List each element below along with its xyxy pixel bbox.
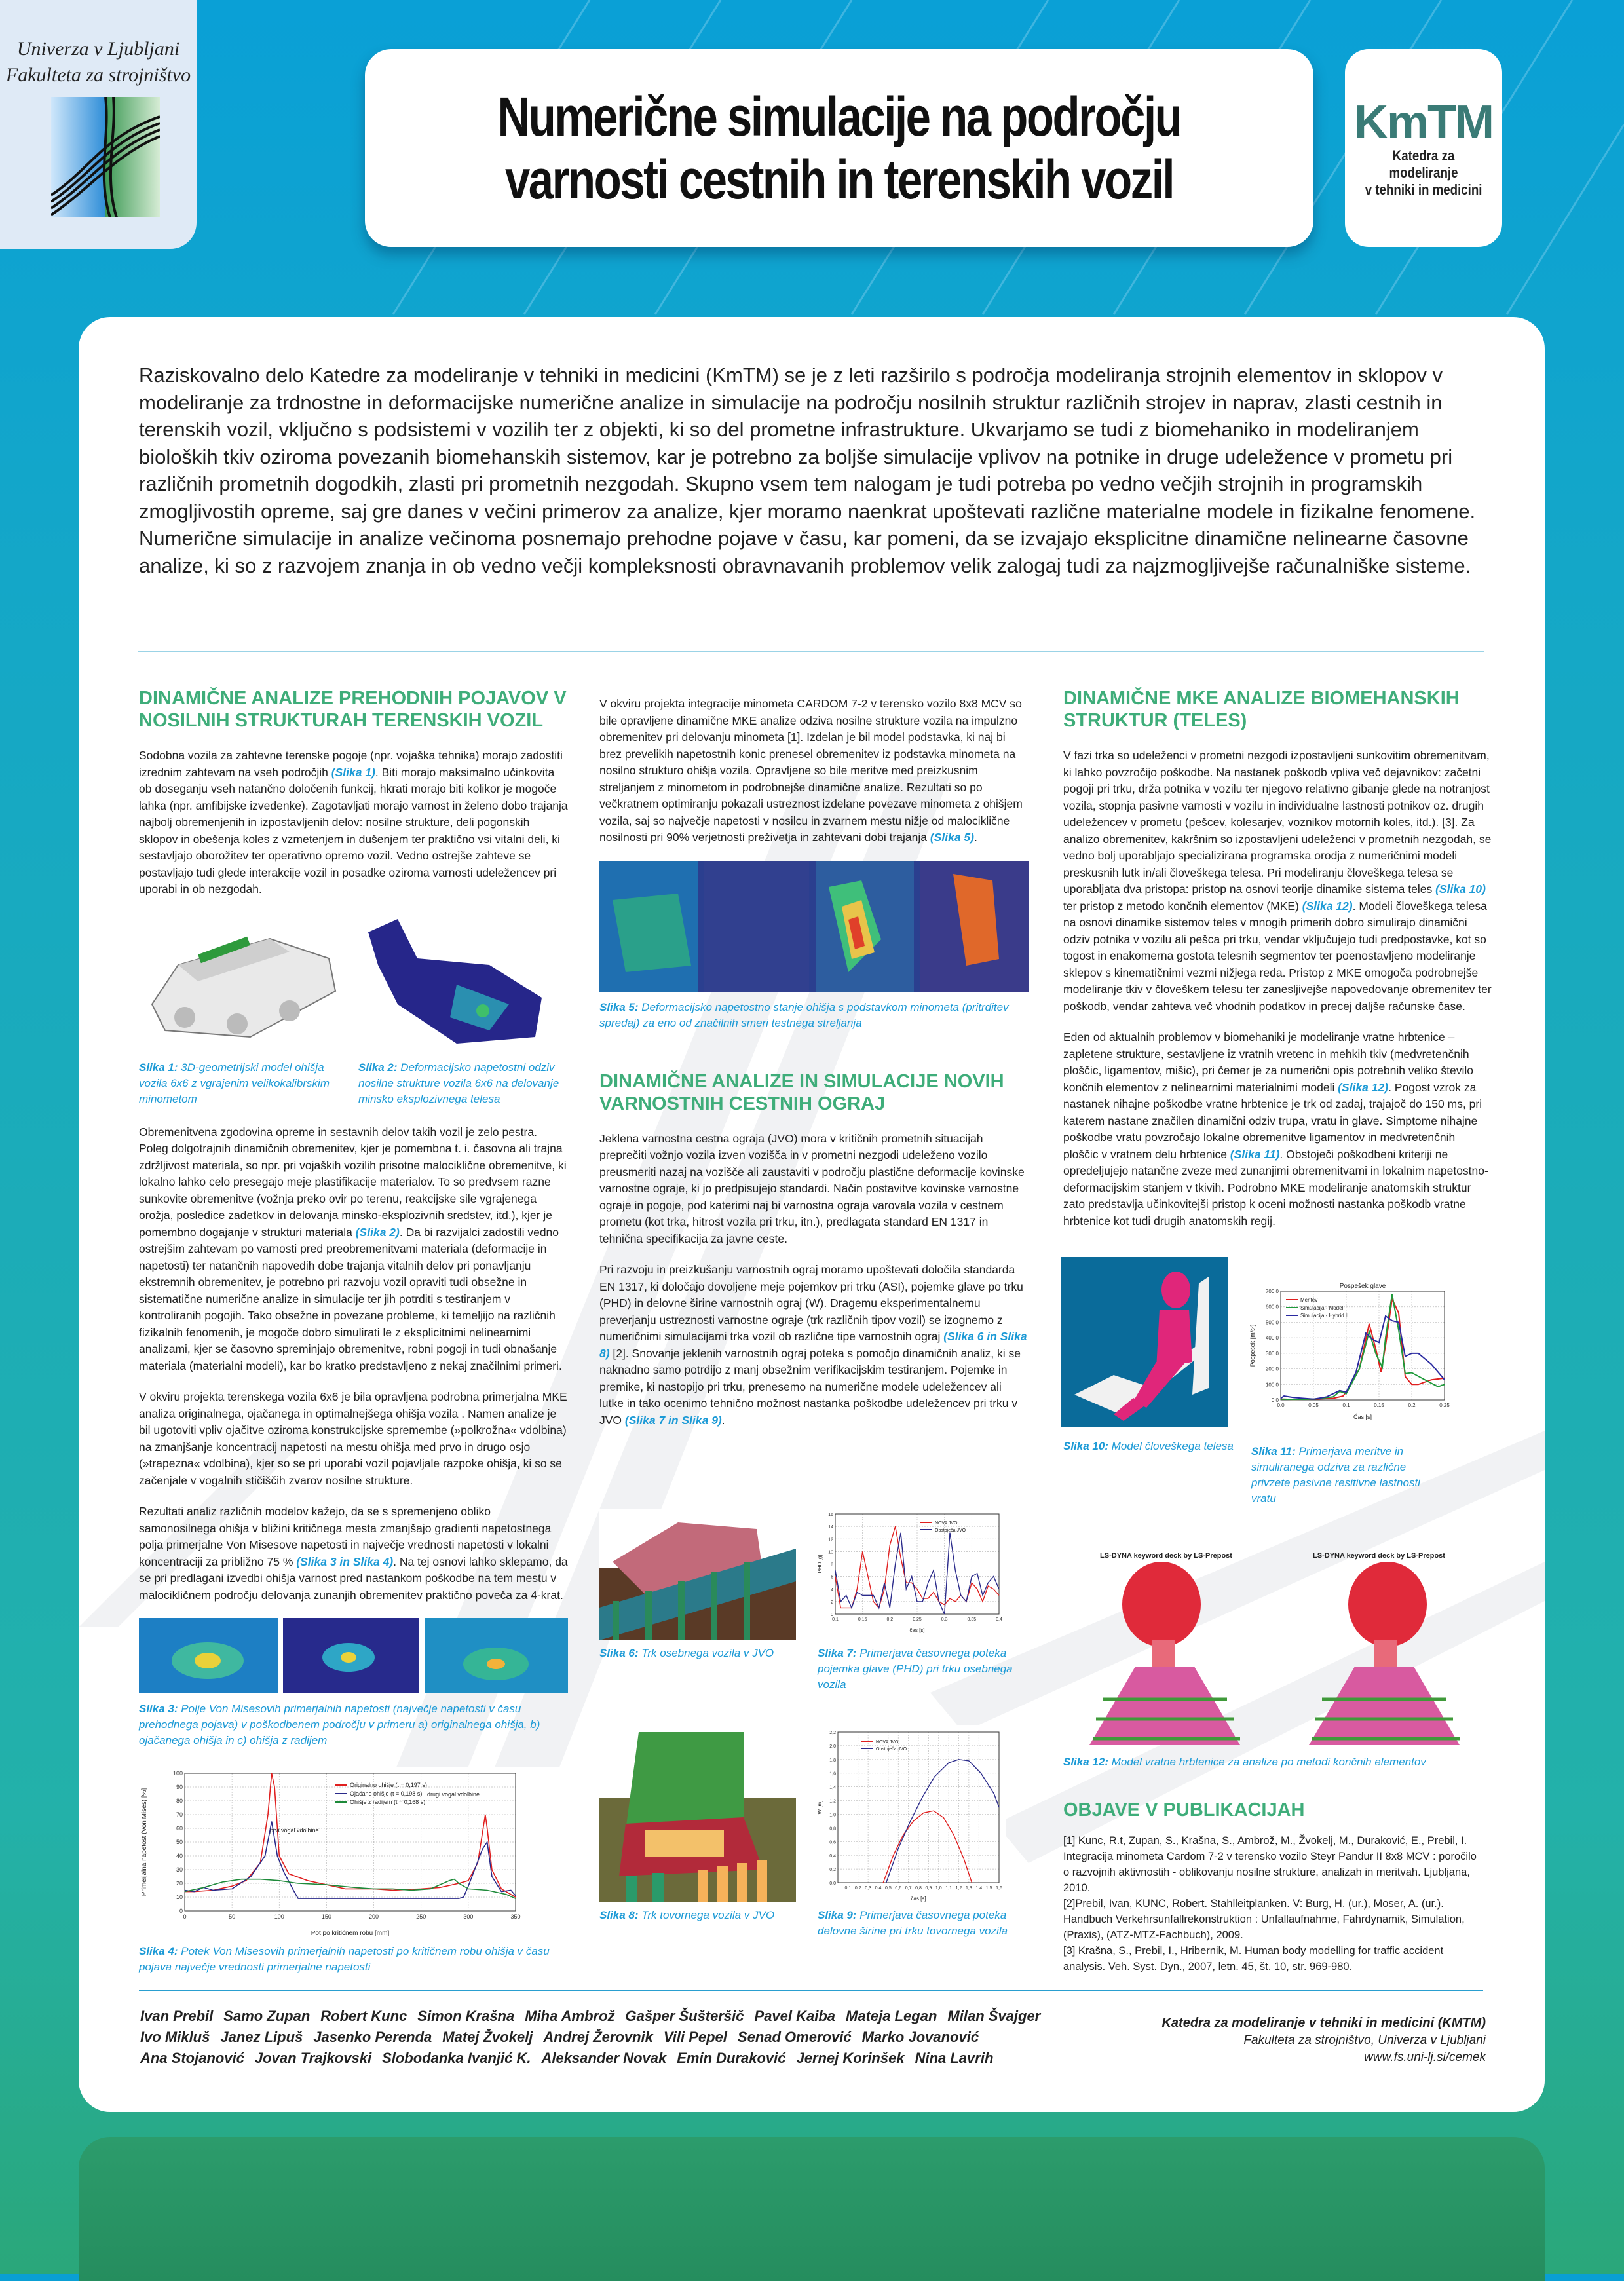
- author-name: Aleksander Novak: [541, 2050, 667, 2066]
- university-name: [0, 36, 197, 88]
- x-tick-label: 0,2: [854, 1886, 861, 1891]
- text: V fazi trka so udeleženci v prometni nezgodi izpostavljeni sunkovitim obremenitvam, ki lahko povzročijo poškodbe. Na nastanek poškodb vpliva več dejavnikov: začetni pogoji pri trku, drža potnika v vozilu ter njegovo relativno gibanje glede na notranjost vozila, stopnja pasivne varnosti v vozilu in individualne lastnosti potnikov oz. drugih udeležencev v prometu (pešcev, kolesarjev, voznikov motornih koles, itd.). [3]. Za analizo obremenitev, kakršnim so izpostavljeni udeleženci v prometnih nezgodah, se vedno bolj uporabljajo specializirana programska orodja z numeričnimi modeli preskusnih lutk in/ali človeškega telesa. Pri modeliranju človeškega telesa se uporabljata dva pristopa: pristop na osnovi teorije dinamike sistema teles: [1063, 749, 1492, 895]
- y-tick-label: 2,2: [829, 1731, 836, 1735]
- author-name: Simon Krašna: [417, 2008, 515, 2024]
- figure-reference-link[interactable]: (Slika 10): [1435, 882, 1486, 895]
- fig12-right-label: LS-DYNA keyword deck by LS-Prepost: [1313, 1552, 1445, 1560]
- y-tick-label: 100.0: [1265, 1382, 1279, 1388]
- x-axis-label: čas [s]: [911, 1896, 926, 1902]
- author-name: Jovan Trajkovski: [254, 2050, 372, 2066]
- figure-9-working-width-chart: [816, 1725, 1006, 1902]
- text: . Na tej osnovi lahko sklepamo, da se pri predlagani izvedbi ohišja varnost pred nastankom poškodbe na tem mestu v malocikličnem področju delovanja zunanjih obremenitev praktično poveča za 4-krat.: [139, 1555, 568, 1602]
- y-axis-label: W [m]: [817, 1800, 823, 1815]
- author-name: Ana Stojanović: [140, 2050, 244, 2066]
- col2-paragraph-3: [599, 1262, 1029, 1429]
- footer-website-link[interactable]: www.fs.uni-lj.si/cemek: [1364, 2050, 1486, 2064]
- figure-reference-link[interactable]: (Slika 1): [331, 765, 375, 779]
- title-panel: [365, 49, 1313, 247]
- caption-label: Slika 11:: [1251, 1445, 1296, 1458]
- text: V okviru projekta integracije minometa CARDOM 7-2 v terensko vozilo 8x8 MCV so bile opravljene dinamične MKE analize odziva nosilne strukture vozila na impulzno obremenitev pri delovanju minometa [1]. Izdelan je bil model podstavka, ki naj bi brez prevelikih napetostnih konic prenesel obremenitev iz podstavka minometa na nosilno strukturo ohišja vozila. Opravljene so bile meritve med preizkusnim streljanjem z minometom in podrobnejše dinamične analize. Rezultati so po večkratnem optimiranju pokazali ustreznost izdelane povezave minometa z ohišjem vozila, saj so največje napetosti v nosilcu in zvarnem mestu nižje od malociklične nosilnosti pri 90% verjetnosti preživetja in zahtevani dobi trajanja: [599, 697, 1023, 844]
- y-tick-label: 70: [176, 1811, 183, 1818]
- text: [2]. Snovanje jeklenih varnostnih ograj poteka s pomočjo dinamičnih analiz, ki se naknadno samo potrdijo z manj obsežnim verifikacijskim testiranjem. Pojemke in premike, ki nastopijo pri trku, prenesemo na numerične modele udeležencev ali lutke in tako ocenimo tehnično možnost nastanka poškodbe udeležencev pri trku v JVO: [599, 1346, 1021, 1427]
- x-axis-label: čas [s]: [909, 1627, 925, 1633]
- y-axis-label: Pospešek [m/s²]: [1249, 1324, 1256, 1367]
- author-name: Gašper Šušteršič: [625, 2008, 744, 2024]
- text: . Biti morajo maksimalno učinkovita ob doseganju vseh natančno določenih funkcij, hkrati morajo biti kolikor je mogoče lahka (npr. amfibijske izvedenke). Zagotavljati morajo varnost in želeno dobo trajanja najbolj obremenjenih in izpostavljenih delov: nosilne strukture, deli pogonskih sklopov in obešenja koles z vzmetenjem in dušenjem ter praktično vsi vitalni deli, ki sestavljajo oborožitev ter operativno opremo vozil. Vedno ostrejše zahteve se postavljajo tudi glede interakcije vozil in posadke oziroma varnosti udeležencev pri uporabi in ob nezgodah.: [139, 765, 568, 895]
- y-tick-label: 600.0: [1265, 1304, 1279, 1310]
- author-name: Ivan Prebil: [140, 2008, 214, 2024]
- figure-5-caption: [599, 1000, 1029, 1031]
- caption-label: Slika 6:: [599, 1647, 639, 1659]
- x-tick-label: 1,0: [935, 1886, 942, 1891]
- intro-divider: [138, 651, 1484, 652]
- x-tick-label: 0: [183, 1913, 187, 1920]
- y-tick-label: 6: [831, 1575, 833, 1580]
- y-tick-label: 0,4: [829, 1854, 836, 1859]
- x-tick-label: 0.05: [1308, 1403, 1319, 1408]
- y-tick-label: 1,0: [829, 1813, 836, 1818]
- author-name: Jernej Korinšek: [796, 2050, 905, 2066]
- section-heading-guardrails: DINAMIČNE ANALIZE IN SIMULACIJE NOVIH VARNOSTNIH CESTNIH OGRAJ: [599, 1070, 1004, 1114]
- column-3: [1063, 687, 1492, 1244]
- author-name: Ivo Mikluš: [140, 2029, 210, 2045]
- col1-paragraph-3: V okviru projekta terenskega vozila 6x6 je bila opravljena podrobna primerjalna MKE analiza originalnega, ojačanega in optimalnejšega ohišja vozila . Namen analize je bil ugotoviti vpliv ojačitve oziroma konstrukcijske spremembe (»polkrožna« vdolbina) na zmanjšanje koncentracij napetosti na mestu ohišja med prvo in drugo osjo (»trapezna« vdolbina), kjer so se pri uporabi vozil pojavljale razpoke ohišja, ki so se začenjale v vogalnih stičiščih zvarov nosilne strukture.: [139, 1390, 567, 1487]
- intro-paragraph: Raziskovalno delo Katedre za modeliranje v tehniki in medicini (KmTM) se je z leti razširilo s področja modeliranja strojnih elementov in sklopov v modeliranje za trdnostne in deformacijske numerične analize in simulacije na področju nosilnih struktur različnih strojev in naprav, zlasti cestnih in terenskih vozil, vključno s podsistemi v vozilih ter z objekti, ki so del prometne infrastrukture. Ukvarjamo se tudi z biomehaniko in modeliranjem bioloških tkiv oziroma povezanih biomehanskih sistemov, kar je potrebno za boljše simulacije vplivov na potnike in druge udeležence v prometu pri različnih prometnih dogodkih, zlasti pri prometnih nezgodah. Skupno vsem tem nalogam je tudi potreba po vedno večjih strojnih in programskih zmogljivostih opreme, saj gre danes v večini primerov za analize, kjer moramo naenkrat upoštevati različne materialne modele in fizikalne fenomene. Numerične simulacije in analize večinoma posnemajo prehodne pojave v času, kar pomeni, da se izvajajo eksplicitne dinamične nelinearne časovne analize, ki so z razvojem znanja in ob vedno večji kompleksnosti obravnavanih problemov velik zalogaj tudi za najzmogljivejše računalniške sisteme.: [139, 364, 1476, 577]
- author-name: Mateja Legan: [846, 2008, 937, 2024]
- y-tick-label: 16: [828, 1513, 833, 1517]
- authors-row: [140, 2006, 1123, 2027]
- y-tick-label: 1,8: [829, 1758, 836, 1763]
- author-name: Robert Kunc: [320, 2008, 407, 2024]
- figure-1-vehicle-model-image: [139, 919, 342, 1044]
- figure-10-human-body-model-image: [1061, 1257, 1228, 1427]
- y-tick-label: 400.0: [1265, 1335, 1279, 1342]
- author-name: Jasenko Perenda: [313, 2029, 432, 2045]
- caption-text: Model vratne hrbtenice za analize po metodi končnih elementov: [1108, 1756, 1426, 1768]
- caption-text: Deformacijsko napetostni odziv nosilne strukture vozila 6x6 na delovanje minsko eksplozivnega telesa: [358, 1061, 559, 1105]
- figure-1-caption: [139, 1060, 342, 1107]
- caption-text: Primerjava časovnega poteka pojemka glave (PHD) pri trku osebnega vozila: [818, 1647, 1013, 1691]
- x-tick-label: 1,1: [945, 1886, 952, 1891]
- y-tick-label: 30: [176, 1866, 183, 1873]
- caption-text: 3D-geometrijski model ohišja vozila 6x6 z vgrajenim velikokalibrskim minometom: [139, 1061, 330, 1105]
- caption-text: Polje Von Misesovih primerjalnih napetosti (največje napetosti v času prehodnega pojava) v poškodbenem področju v primeru a) originalnega ohišja, b) ojačanega ohišja in c) ohišja z radijem: [139, 1703, 540, 1746]
- y-tick-label: 0,8: [829, 1826, 836, 1832]
- author-name: Samo Zupan: [223, 2008, 311, 2024]
- chart-annotation: drugi vogal vdolbine: [427, 1791, 480, 1798]
- figure-6-caption: [599, 1646, 796, 1661]
- y-tick-label: 1,6: [829, 1771, 836, 1777]
- figure-8-caption: [599, 1908, 796, 1923]
- y-tick-label: 0,2: [829, 1868, 836, 1873]
- authors-row: [140, 2027, 1123, 2048]
- col1-paragraph-2: [139, 1124, 568, 1375]
- figure-reference-link[interactable]: (Slika 3 in Slika 4): [296, 1555, 394, 1568]
- caption-label: Slika 9:: [818, 1909, 857, 1921]
- y-tick-label: 2,0: [829, 1744, 836, 1749]
- author-name: Emin Duraković: [677, 2050, 786, 2066]
- figure-5-mortar-mount-stress-image: [599, 861, 1029, 992]
- text: . Modeli človeškega telesa na osnovi dinamike sistemov teles v mnogih primerih dobro simulirajo dinamični odziv potnika v vozilu ali pešca pri trku, vendar vključujejo tudi predpostavke, kot so togost in enakomerna gostota telesnih segmentov ter poenostavljeno modeliranje sklepov s kinematičnimi vezmi nižjega reda. Pristop z MKE omogoča podrobnejše modeliranje tkiv v človeškem telesu ter zanesljivejše napovedovanje obremenitev ter poškodb, vendar zahteva več vhodnih podatkov in precej daljše računske čase.: [1063, 899, 1492, 1013]
- x-tick-label: 1,5: [985, 1886, 992, 1891]
- y-tick-label: 12: [828, 1537, 833, 1543]
- text: Sodobna vozila za zahtevne terenske pogoje (npr. vojaška tehnika) morajo zadostiti izrednim zahtevam na vseh področjih: [139, 749, 563, 779]
- author-name: Janez Lipuš: [220, 2029, 303, 2045]
- caption-label: Slika 1:: [139, 1061, 178, 1074]
- text: . Da bi razvijalci zadostili vedno ostrejšim zahtevam po varnosti pred preobremenitvami materiala (deformacije in napetosti) ter natančnih napovedih dobe trajanja vitalnih delov pri ponavljanju ekstremnih obremenitev, je potrebno pri razvoju vozil opraviti tudi obsežne in sistematične numerične analize in simulacije ter jih potrditi s testiranjem v kontroliranih pogojih. Tako obsežne in povezane probleme, ki temeljijo na različnih fizikalnih fenomenih, je mogoče dobro simulirati le z eksplicitnimi nelinearnimi analizami, kjer se časovno spreminjajo obremenitve, robni pogoji in tudi obnašanje materiala (materialni modeli), kar bo kratko predstavljeno z nekaj značilnimi primeri.: [139, 1225, 562, 1372]
- author-name: Marko Jovanović: [861, 2029, 979, 2045]
- col3-paragraph-2: [1063, 1029, 1492, 1230]
- text: Obremenitvena zgodovina opreme in sestavnih delov takih vozil je zelo pestra. Poleg dolgotrajnih dinamičnih obremenitev, kjer je pomembna t. i. časovna ali trajna zdržljivost materiala, so npr. pri vojaških vozilih prisotne malociklične obremenitve, ki lokalno lahko celo presegajo meje plastifikacije materialov. To so predvsem razne sunkovite obremenitve (vožnja preko ovir po terenu, reakcijske sile vgrajenega orožja, posledice zadetkov in delovanja minsko-eksplozivnih sredstev, itd.), kjer je pomembno dogajanje v strukturi materiala: [139, 1125, 567, 1239]
- publication-item: [2]Prebil, Ivan, KUNC, Robert. Stahlleitplanken. V: Burg, H. (ur.), Moser, A. (ur.). Handbuch Verkehrsunfallrekonstruktion : Unfallaufnahme, Fahrdynamik, Simulation, (Praxis), (ATZ-MTZ-Fachbuch), 2009.: [1063, 1898, 1465, 1941]
- caption-label: Slika 3:: [139, 1703, 178, 1715]
- y-tick-label: 4: [831, 1587, 833, 1593]
- authors-row: [140, 2048, 1123, 2069]
- legend-label: Ojačano ohišje (t = 0,198 s): [350, 1790, 423, 1797]
- chart-annotation: prvi vogal vdolbine: [270, 1827, 319, 1834]
- y-tick-label: 80: [176, 1798, 183, 1804]
- x-tick-label: 0.2: [886, 1617, 894, 1622]
- text: Eden od aktualnih problemov v biomehaniki je modeliranje vratne hrbtenice – zapletene strukture, sestavljene iz vratnih vretenc in mehkih tkiv (medvretenčnih ploščic, ligamentov, mišic), pri čemer je za numerični opis potrebnih veliko število končnih elementov z nelinearnimi materialnimi modeli: [1063, 1030, 1474, 1094]
- x-tick-label: 1,3: [966, 1886, 972, 1891]
- column-2: [599, 696, 1029, 1443]
- caption-text: Potek Von Misesovih primerjalnih napetosti po kritičnem robu ohišja v času pojava največje vrednosti primerjalne napetosti: [139, 1945, 550, 1973]
- publications-list: [1063, 1833, 1482, 1974]
- y-tick-label: 0.0: [1271, 1397, 1279, 1403]
- figure-7-phd-chart: [816, 1506, 1006, 1634]
- figure-reference-link[interactable]: (Slika 2): [355, 1225, 400, 1239]
- chart-title: Pospešek glave: [1339, 1283, 1386, 1290]
- kmtm-subtitle-line1: Katedra za modeliranje: [1389, 147, 1458, 181]
- x-tick-label: 0.3: [941, 1617, 948, 1622]
- figure-6-car-crash-image: [599, 1509, 796, 1640]
- author-name: Pavel Kaiba: [754, 2008, 836, 2024]
- university-panel: [0, 0, 197, 249]
- author-name: Nina Lavrih: [915, 2050, 994, 2066]
- x-tick-label: 0,8: [915, 1886, 922, 1891]
- y-tick-label: 0,6: [829, 1840, 836, 1845]
- author-name: Vili Pepel: [663, 2029, 727, 2045]
- figure-reference-link[interactable]: (Slika 11): [1230, 1147, 1280, 1161]
- fig12-left-label: LS-DYNA keyword deck by LS-Prepost: [1100, 1552, 1232, 1560]
- x-tick-label: 1,4: [975, 1886, 983, 1891]
- chart-background: [816, 1506, 1006, 1634]
- y-tick-label: 8: [831, 1562, 833, 1568]
- legend-label: Obstoječa JVO: [935, 1528, 966, 1533]
- x-tick-label: 0,5: [885, 1886, 892, 1891]
- y-tick-label: 300.0: [1265, 1350, 1279, 1357]
- figure-10-caption: [1063, 1439, 1240, 1454]
- y-tick-label: 14: [828, 1525, 833, 1530]
- legend-label: Simulacija - Model: [1300, 1305, 1344, 1311]
- section-heading-transient: DINAMIČNE ANALIZE PREHODNIH POJAVOV V NOSILNIH STRUKTURAH TERENSKIH VOZIL: [139, 688, 567, 731]
- text: ter pristop z metodo končnih elementov (MKE): [1063, 899, 1302, 913]
- figure-7-caption: [818, 1646, 1014, 1693]
- x-tick-label: 0,4: [875, 1886, 882, 1891]
- caption-label: Slika 8:: [599, 1909, 639, 1921]
- y-tick-label: 40: [176, 1853, 183, 1859]
- publication-item: [3] Krašna, S., Prebil, I., Hribernik, M. Human body modelling for traffic accident analysis. Veh. Syst. Dyn., 2007, letn. 45, št. 10, str. 969-980.: [1063, 1945, 1444, 1972]
- authors-list: [140, 2006, 1123, 2069]
- x-tick-label: 1,2: [955, 1886, 962, 1891]
- section-heading-biomechanics: DINAMIČNE MKE ANALIZE BIOMEHANSKIH STRUKTUR (TELES): [1063, 688, 1460, 731]
- figure-12-caption: [1063, 1754, 1482, 1770]
- figure-12-left-skeleton-image: [1063, 1549, 1270, 1745]
- author-name: Matej Žvokelj: [442, 2029, 533, 2045]
- legend-label: Obstoječa JVO: [876, 1747, 907, 1752]
- kmtm-subtitle-line2: v tehniki in medicini: [1365, 181, 1482, 198]
- author-name: Senad Omerović: [737, 2029, 852, 2045]
- y-tick-label: 90: [176, 1784, 183, 1790]
- author-name: Andrej Žerovnik: [543, 2029, 653, 2045]
- y-tick-label: 0: [831, 1613, 833, 1617]
- x-tick-label: 200: [369, 1913, 379, 1920]
- caption-text: Model človeškega telesa: [1108, 1440, 1234, 1452]
- x-tick-label: 50: [229, 1913, 236, 1920]
- legend-label: Ohišje z radijem (t = 0,168 s): [350, 1799, 426, 1805]
- y-axis-label: PHD [g]: [817, 1555, 823, 1574]
- figure-8-truck-crash-image: [599, 1719, 796, 1902]
- x-tick-label: 250: [416, 1913, 426, 1920]
- x-tick-label: 100: [274, 1913, 284, 1920]
- poster-title-line1: Numerične simulacije na področju: [497, 86, 1181, 147]
- col2-paragraph-2: Jeklena varnostna cestna ograja (JVO) mora v kritičnih prometnih situacijah preprečiti vožnjo vozila izven vozišča in v prometni nezgodi udeleženo vozilo preusmeriti nazaj na vozišče ali zaustaviti v področju plastične deformacije kovinske varnostne ograje, ki jo predpisujejo standardi. Način postavitve kovinske varnostne ograje in pogoje, pod katerimi naj bi varnostna ograja varovala vozila v cestnem prometu (kot trka, hitrost vozila pri trku, itn.), predlagata standard EN 1317 in tehnična specifikacija za javne ceste.: [599, 1131, 1025, 1245]
- chart-background: [816, 1725, 1006, 1902]
- author-name: Milan Švajger: [947, 2008, 1041, 2024]
- figure-2-stress-response-image: [358, 913, 555, 1050]
- footer-department: Katedra za modeliranje v tehniki in medicini (KMTM): [1161, 2016, 1486, 2030]
- text: .: [721, 1413, 725, 1427]
- university-logo-icon: [51, 97, 160, 217]
- section-heading-publications: OBJAVE V PUBLIKACIJAH: [1063, 1800, 1305, 1820]
- col2-paragraph-1: [599, 696, 1029, 846]
- x-tick-label: 0,1: [844, 1886, 852, 1891]
- legend-label: NOVA JVO: [876, 1740, 899, 1744]
- author-name: Miha Ambrož: [525, 2008, 615, 2024]
- x-axis-label: Pot po kritičnem robu [mm]: [311, 1930, 390, 1937]
- caption-label: Slika 4:: [139, 1945, 178, 1957]
- figure-2-caption: [358, 1060, 565, 1107]
- text: Rezultati analiz različnih modelov kažejo, da se s spremenjeno obliko samonosilnega ohišja v bližini kritičnega mesta zmanjšajo gradienti napetostnega polja primerjalne Von Misesove napetosti in največje vrednosti napetosti v lokalni koncentraciji za približno 75 %: [139, 1505, 552, 1568]
- author-name: Slobodanka Ivanjić K.: [382, 2050, 531, 2066]
- column-1: [139, 687, 568, 1975]
- figure-reference-link[interactable]: (Slika 12): [1302, 899, 1353, 913]
- caption-text: Trk osebnega vozila v JVO: [638, 1647, 774, 1659]
- caption-label: Slika 12:: [1063, 1756, 1108, 1768]
- x-tick-label: 0,3: [865, 1886, 871, 1891]
- y-tick-label: 60: [176, 1825, 183, 1832]
- figure-12-cervical-spine-images: [1063, 1549, 1482, 1745]
- y-tick-label: 20: [176, 1880, 183, 1887]
- y-tick-label: 2: [831, 1600, 833, 1605]
- figure-3-von-mises-fields-image: [139, 1618, 568, 1693]
- y-tick-label: 50: [176, 1839, 183, 1845]
- y-tick-label: 100: [172, 1770, 183, 1777]
- caption-text: Deformacijsko napetostno stanje ohišja s podstavkom minometa (pritrditev spredaj) za eno od značilnih smeri testnega streljanja: [599, 1000, 1009, 1029]
- x-tick-label: 0.2: [1408, 1403, 1416, 1408]
- legend-label: Meritev: [1300, 1297, 1318, 1303]
- footer-faculty: Fakulteta za strojništvo, Univerza v Ljubljani: [1243, 2033, 1486, 2047]
- text: . Pogost vzrok za nastanek nihajne poškodbe vratne hrbtenice je trk od zadaj, trajajoč do 150 ms, pri katerem nastane značilen dinamični odziv trupa, vratu in glave. Simptome nihajne poškodbe vratu povzročajo lokalne obremenitve ligamentov in medvretenčnih ploščic v vratnem delu hrbtenice: [1063, 1080, 1482, 1161]
- university-line1: Univerza v Ljubljani: [16, 38, 180, 60]
- caption-text: Primerjava časovnega poteka delovne širine pri trku tovornega vozila: [818, 1909, 1008, 1937]
- footer-divider: [139, 1990, 1483, 1991]
- caption-text: Trk tovornega vozila v JVO: [638, 1909, 775, 1921]
- figure-reference-link[interactable]: (Slika 12): [1338, 1080, 1389, 1094]
- y-tick-label: 10: [828, 1550, 833, 1555]
- x-tick-label: 0.35: [967, 1617, 977, 1622]
- figure-12-right-skeleton-image: [1276, 1549, 1482, 1745]
- x-tick-label: 0.1: [832, 1617, 839, 1622]
- figure-reference-link[interactable]: (Slika 7 in Slika 9): [624, 1413, 722, 1427]
- captions-1-2: [139, 1060, 568, 1107]
- y-tick-label: 10: [176, 1894, 183, 1900]
- text: Pri razvoju in preizkušanju varnostnih ograj moramo upoštevati določila standarda EN 1317, ki določajo dovoljene meje pojemkov pri trku (ASI), pojemke glave po trku (PHD) in delovne širine varnostnih ograj (W). Dragemu eksperimentalnemu preverjanju ustreznosti varnostne ograje (trk različnih tipov vozil) se izognemo z numeričnimi simulacijami trka vozil ob različne tipe varnostnih ograj: [599, 1263, 1023, 1343]
- x-tick-label: 0.25: [1439, 1403, 1450, 1408]
- x-tick-label: 0.4: [996, 1617, 1002, 1622]
- x-tick-label: 300: [463, 1913, 474, 1920]
- caption-text: Primerjava meritve in simuliranega odziva za različne privzete pasivne resitivne lastnosti vratu: [1251, 1445, 1420, 1505]
- publications-section: [1063, 1799, 1482, 1974]
- col1-paragraph-1: [139, 747, 568, 898]
- legend-label: Simulacija - Hybrid II: [1300, 1313, 1349, 1319]
- x-tick-label: 0,9: [925, 1886, 932, 1891]
- text: .: [974, 831, 977, 844]
- x-tick-label: 0,6: [895, 1886, 902, 1891]
- kmtm-logo-panel: [1345, 49, 1502, 247]
- main-content-panel: [79, 317, 1545, 2112]
- caption-label: Slika 5:: [599, 1000, 639, 1013]
- figure-3-caption: [139, 1701, 568, 1748]
- x-tick-label: 350: [510, 1913, 521, 1920]
- x-tick-label: 0.1: [1342, 1403, 1350, 1408]
- y-tick-label: 500.0: [1265, 1319, 1279, 1326]
- x-tick-label: 0.15: [858, 1617, 867, 1622]
- caption-label: Slika 2:: [358, 1061, 398, 1074]
- figure-reference-link[interactable]: (Slika 5): [930, 831, 974, 844]
- figure-11-caption: [1251, 1444, 1441, 1507]
- x-axis-label: Čas [s]: [1353, 1414, 1372, 1420]
- figures-1-2: [139, 913, 568, 1053]
- figure-11-head-acceleration-chart: [1248, 1277, 1451, 1421]
- x-tick-label: 0.25: [913, 1617, 922, 1622]
- legend-label: NOVA JVO: [935, 1521, 958, 1526]
- y-tick-label: 1,2: [829, 1799, 836, 1804]
- bottom-green-bar: [79, 2137, 1545, 2281]
- x-tick-label: 0,7: [905, 1886, 912, 1891]
- x-tick-label: 0.0: [1277, 1403, 1285, 1408]
- y-axis-label: Primerjalna napetost (Von Mises) [%]: [141, 1788, 148, 1896]
- text: . Obstoječi poškodbeni kriteriji ne opredeljujejo natančne zveze med zunanjimi obremenitvami in lokalnim napetostno-deformacijskim stanjem v tkivih. Podrobno MKE modeliranje anatomskih struktur zato predstavlja učinkovitejši pristop k oceni možnosti nastanka poškodb vratne hrbtenice kot tudi drugih anatomskih regij.: [1063, 1147, 1488, 1228]
- figure-4-caption: [139, 1944, 568, 1975]
- figure-reference-link[interactable]: (Slika 6 in Slika 8): [599, 1330, 1027, 1360]
- poster-title-line2: varnosti cestnih in terenskih vozil: [504, 149, 1174, 210]
- caption-label: Slika 7:: [818, 1647, 857, 1659]
- x-tick-label: 0.15: [1374, 1403, 1384, 1408]
- col3-paragraph-1: [1063, 747, 1492, 1015]
- y-tick-label: 0,0: [829, 1881, 836, 1886]
- y-tick-label: 700.0: [1265, 1289, 1279, 1294]
- y-tick-label: 0: [179, 1908, 183, 1914]
- y-tick-label: 200.0: [1265, 1366, 1279, 1372]
- legend-label: Originalno ohišje (t = 0,197 s): [350, 1782, 427, 1788]
- figure-4-stress-along-edge-chart: [139, 1767, 568, 1937]
- col1-paragraph-4: [139, 1503, 568, 1604]
- y-tick-label: 1,4: [829, 1785, 836, 1790]
- figure-9-caption: [818, 1908, 1014, 1939]
- caption-label: Slika 10:: [1063, 1440, 1108, 1452]
- university-line2: Fakulteta za strojništvo: [5, 64, 191, 86]
- publication-item: [1] Kunc, R.t, Zupan, S., Krašna, S., Ambrož, M., Žvokelj, M., Duraković, E., Prebil, I. Integracija minometa Cardom 7-2 v terensko vozilo Steyr Pandur II 8x8 MCV : poročilo o razvojnih aktivnostih - oblikovanju nosilne strukture, analizah in meritvah. Ljubljana, 2010.: [1063, 1835, 1477, 1894]
- kmtm-logo: KmTM: [1354, 96, 1493, 149]
- x-tick-label: 150: [321, 1913, 331, 1920]
- footer-contact: [1161, 2014, 1486, 2066]
- x-tick-label: 1,6: [996, 1886, 1002, 1891]
